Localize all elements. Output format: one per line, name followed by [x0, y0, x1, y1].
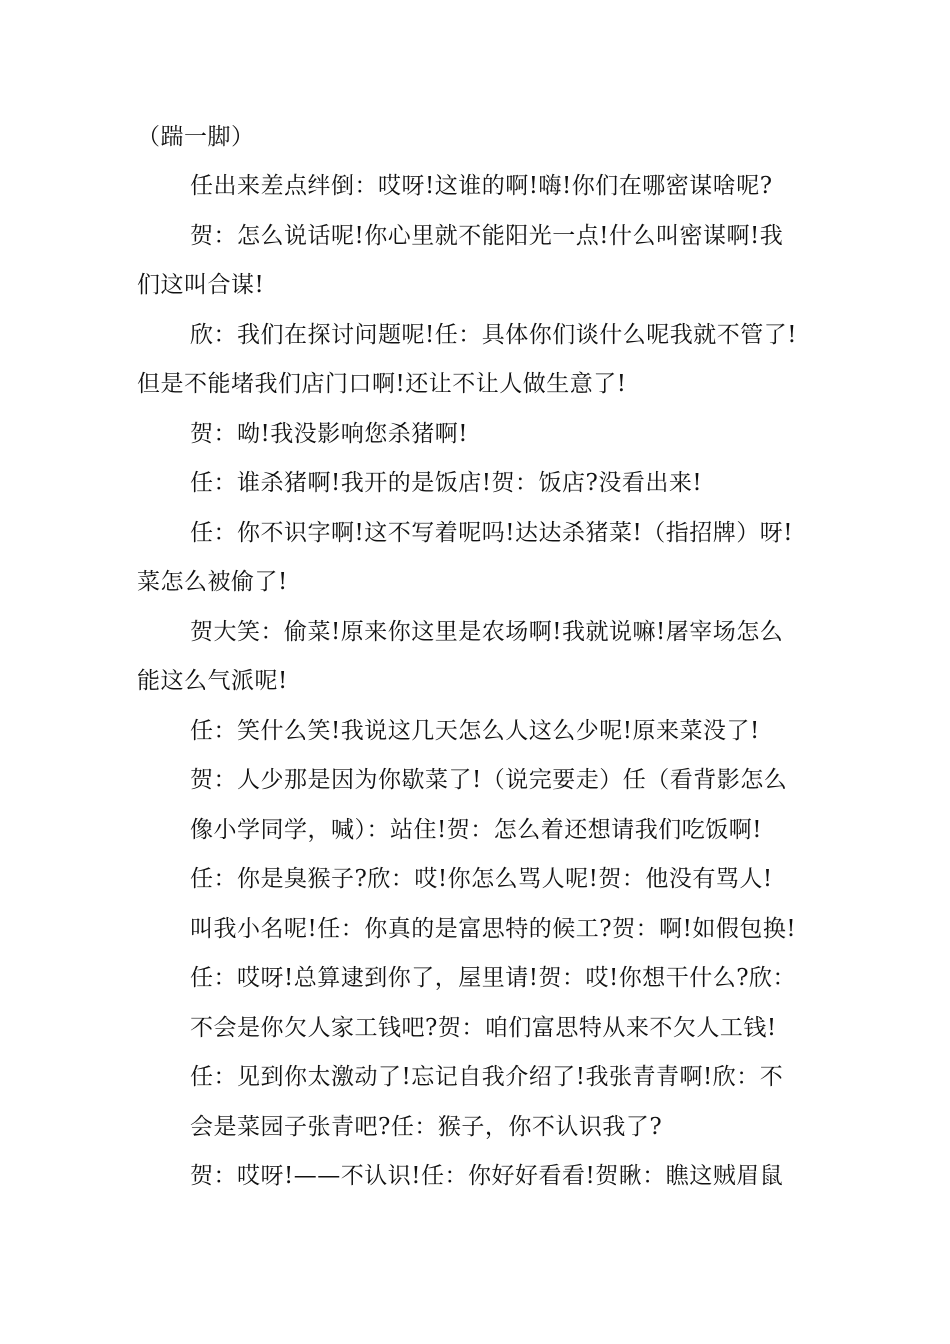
text-line: 但是不能堵我们店门口啊!还让不让人做生意了!	[137, 371, 627, 397]
text-line: 任：你是臭猴子?欣：哎!你怎么骂人呢!贺：他没有骂人!	[190, 866, 773, 892]
text-line: 不会是你欠人家工钱吧?贺：咱们富思特从来不欠人工钱!	[190, 1015, 777, 1041]
text-line: 任：哎呀!总算逮到你了，屋里请!贺：哎!你想干什么?欣：	[190, 965, 797, 991]
text-line: 任：谁杀猪啊!我开的是饭店!贺：饭店?没看出来!	[190, 470, 703, 496]
text-line: 任：你不识字啊!这不写着呢吗!达达杀猪菜!（指招牌）呀!	[190, 520, 793, 546]
text-line: 任：笑什么笑!我说这几天怎么人这么少呢!原来菜没了!	[190, 718, 760, 744]
text-line: 贺：人少那是因为你歇菜了!（说完要走）任（看背影怎么	[190, 767, 788, 793]
text-line: 菜怎么被偷了!	[137, 569, 288, 595]
text-line: 能这么气派呢!	[137, 668, 288, 694]
text-line: 们这叫合谋!	[137, 272, 265, 298]
text-line: 像小学同学，喊）：站住!贺：怎么着还想请我们吃饭啊!	[190, 817, 762, 843]
text-line: 贺：呦!我没影响您杀猪啊!	[190, 421, 468, 447]
text-line: 任：见到你太激动了!忘记自我介绍了!我张青青啊!欣：不	[190, 1064, 784, 1090]
text-line: 任出来差点绊倒：哎呀!这谁的啊!嗨!你们在哪密谋啥呢?	[190, 173, 773, 199]
text-line: 贺：怎么说话呢!你心里就不能阳光一点!什么叫密谋啊!我	[190, 223, 784, 249]
text-line: 会是菜园子张青吧?任：猴子，你不认识我了?	[190, 1114, 663, 1140]
text-line: 叫我小名呢!任：你真的是富思特的候工?贺：啊!如假包换!	[190, 916, 797, 942]
text-line: （踹一脚）	[137, 124, 255, 150]
text-line: 贺大笑：偷菜!原来你这里是农场啊!我就说嘛!屠宰场怎么	[190, 619, 784, 645]
text-line: 欣：我们在探讨问题呢!任：具体你们谈什么呢我就不管了!	[190, 322, 797, 348]
text-line: 贺：哎呀!——不认识!任：你好好看看!贺瞅：瞧这贼眉鼠	[190, 1163, 784, 1189]
